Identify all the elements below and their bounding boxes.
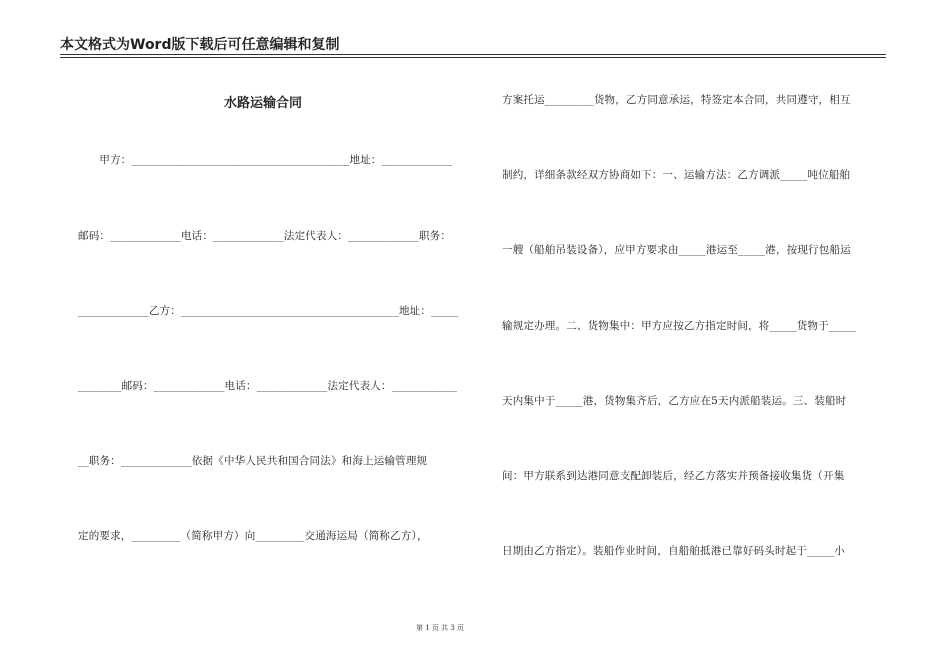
right-line-1: 方案托运_________货物，乙方同意承运，特签定本合同，共同遵守，相互 [502,94,851,106]
page-number: 第 1 页 共 3 页 [415,624,465,632]
right-line-2: 制约，详细条款经双方协商如下：一、运输方法：乙方调派_____吨位船舶 [502,169,851,181]
right-line-6: 间：甲方联系到达港同意支配卸装后，经乙方落实并预备接收集货（开集 [502,470,845,482]
right-line-5: 天内集中于_____港，货物集齐后，乙方应在5天内派船装运。三、装船时 [502,395,847,407]
header-rule-bottom [60,57,886,58]
left-line-5: __职务：_____________依据《中华人民共和国合同法》和海上运输管理规 [78,455,428,467]
left-line-1: 甲方：________________________________________地址：_____________ [78,154,453,166]
right-line-4: 输规定办理。二、货物集中：甲方应按乙方指定时间，将_____货物于_____ [502,320,857,332]
left-line-2: 邮码：_____________电话：_____________法定代表人：_____________职务： [78,230,452,242]
left-line-4: ________邮码：_____________电话：_____________法定代表人：____________ [78,380,458,392]
left-line-6: 定的要求，_________（简称甲方）向_________交通海运局（简称乙方）， [78,530,428,542]
document-title: 水路运输合同 [223,96,302,111]
page-header: 本文格式为Word版下载后可任意编辑和复制 [60,37,340,53]
header-rule-top [60,54,886,55]
right-line-7: 日期由乙方指定）。装船作业时间，自船舶抵港已靠好码头时起于_____小 [502,545,845,557]
right-line-3: 一艘（船舶吊装设备），应甲方要求由_____港运至_____港，按现行包船运 [502,244,851,256]
left-line-3: _____________乙方：________________________________________地址：_____ [78,305,459,317]
